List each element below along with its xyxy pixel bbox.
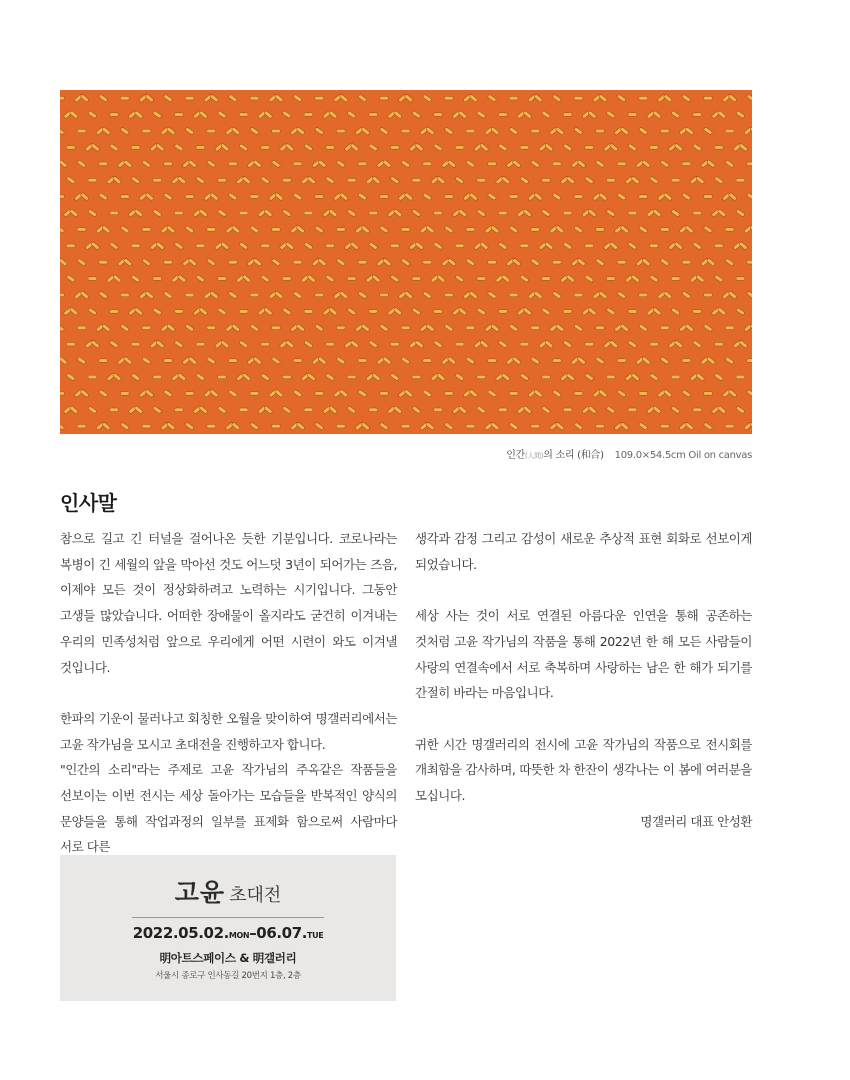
greeting-right-column [415, 526, 752, 834]
caption-title-rest: 의 소리 (和合) [543, 450, 604, 461]
start-date: 2022.05.02. [132, 924, 229, 942]
venue-name: 明아트스페이스 & 明갤러리 [159, 951, 297, 965]
caption-meta: 109.0×54.5cm Oil on canvas [614, 450, 752, 461]
greeting-paragraph: 생각과 감정 그리고 감성이 새로운 추상적 표현 회화로 선보이게 되었습니다. [415, 531, 752, 572]
exhibition-dates [60, 924, 396, 942]
greeting-paragraph: "인간의 소리"라는 주제로 고윤 작가님의 주옥같은 작품들을 선보이는 이번 전시는 세상 돌아가는 모습들을 반복적인 양식의 문양들을 통해 작업과정의 일부를 표제화 함으로써 사람마다 서로 다른 [60, 762, 397, 855]
card-divider [132, 917, 324, 918]
event-type: 초대전 [229, 885, 282, 906]
invitation-card [60, 855, 396, 1001]
greeting-paragraph: 세상 사는 것이 서로 연결된 아름다운 인연을 통해 공존하는 것처럼 고윤 작가님의 작품을 통해 2022년 한 해 모든 사람들이 사랑의 연결속에서 서로 축복하며 사랑하는 남은 한 해가 되기를 간절히 바라는 마음입니다. [415, 608, 752, 701]
artwork-pattern [60, 90, 752, 434]
end-date: 06.07. [256, 924, 308, 942]
venue-address: 서울시 종로구 인사동길 20번지 1층, 2층 [155, 971, 301, 981]
start-day: MON [228, 931, 250, 940]
greeting-title: 인사말 [60, 491, 117, 515]
artwork-caption [400, 446, 752, 461]
invitation-title [60, 873, 396, 909]
artist-name: 고윤 [174, 878, 226, 907]
greeting-signature: 명갤러리 대표 안성환 [640, 813, 752, 829]
end-day: TUE [307, 931, 324, 940]
greeting-paragraph: 한파의 기운이 물러나고 회칭한 오월을 맞이하여 명갤러리에서는 고윤 작가님을 모시고 초대전을 진행하고자 합니다. [60, 710, 397, 752]
caption-title: 인간 [506, 450, 526, 461]
greeting-paragraph: 귀한 시간 명갤러리의 전시에 고윤 작가님의 작품으로 전시회를 개최함을 감사하며, 따뜻한 차 한잔이 생각나는 이 봄에 여러분을 모십니다. [415, 736, 752, 803]
caption-title-hanja: (人間) [525, 452, 544, 460]
greeting-left-column [60, 526, 397, 860]
date-dash: – [249, 924, 257, 942]
greeting-paragraph: 참으로 길고 긴 터널을 걸어나온 듯한 기분입니다. 코로나라는 복병이 긴 세월의 앞을 막아선 것도 어느덧 3년이 되어가는 즈음, 이제야 모든 것이 정상화하려고 노력하는 시기입니다. 그동안 고생들 많았습니다. 어떠한 장애물이 올지라도 굳건히 이겨내는 우리의 민족성처럼 앞으로 우리에게 어떤 시련이 와도 이겨낼 것입니다. [60, 531, 397, 675]
artwork-image [60, 90, 752, 434]
